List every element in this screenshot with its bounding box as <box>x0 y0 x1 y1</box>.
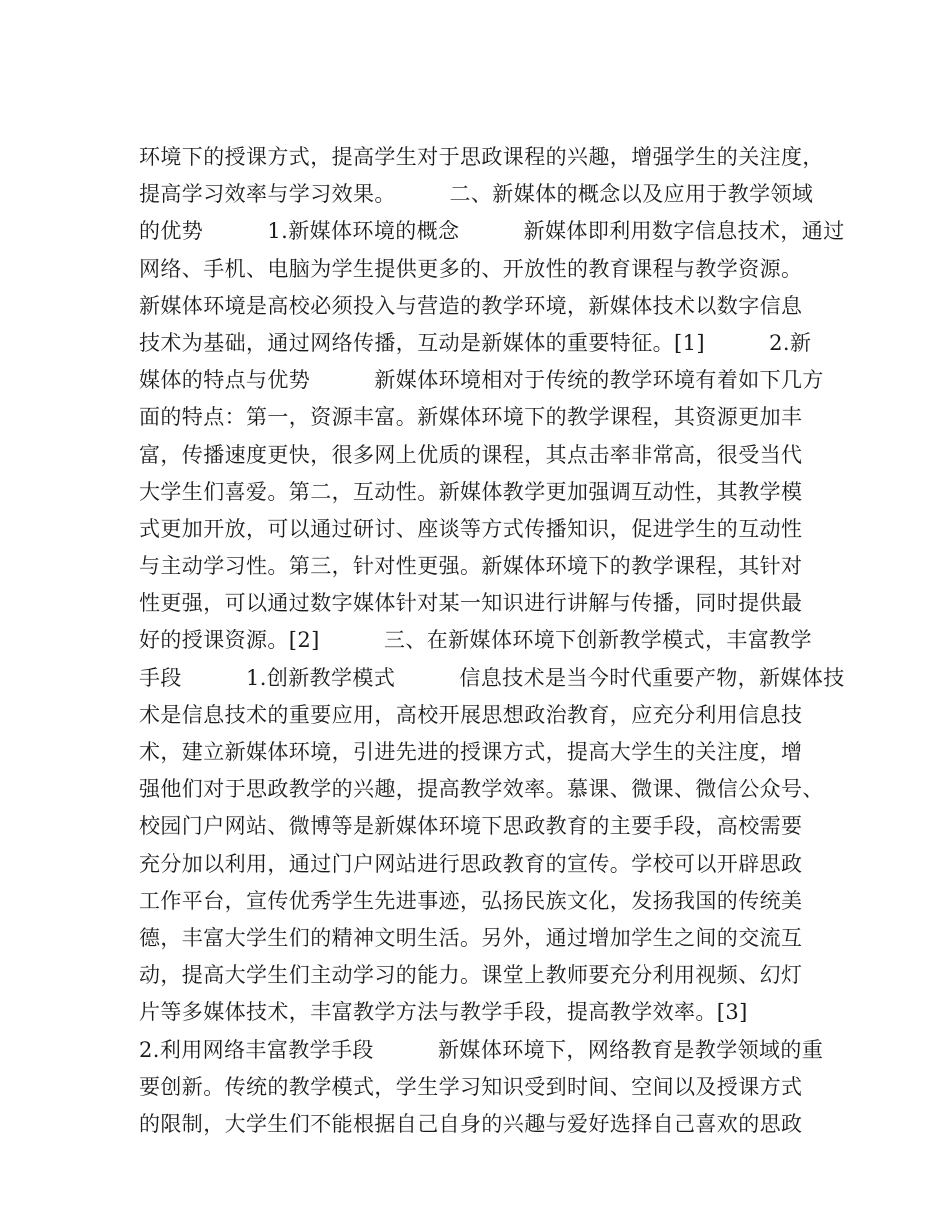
text-line-15: 手段 1.创新教学模式 信息技术是当今时代重要产物，新媒体技 <box>139 665 845 690</box>
text-line-21: 工作平台，宣传优秀学生先进事迹，弘扬民族文化，发扬我国的传统美 <box>139 888 803 913</box>
text-line-1: 环境下的授课方式，提高学生对于思政课程的兴趣，增强学生的关注度， <box>139 145 824 169</box>
text-line-23: 动，提高大学生们主动学习的能力。课堂上教师要充分利用视频、幻灯 <box>139 963 803 988</box>
text-line-11: 式更加开放，可以通过研讨、座谈等方式传播知识，促进学生的互动性 <box>139 516 803 541</box>
text-line-2: 提高学习效率与学习效果。 二、新媒体的概念以及应用于教学领域 <box>139 182 814 207</box>
text-line-19: 校园门户网站、微博等是新媒体环境下思政教育的主要手段，高校需要 <box>139 814 803 839</box>
text-line-13: 性更强，可以通过数字媒体针对某一知识进行讲解与传播，同时提供最 <box>139 591 803 616</box>
text-line-18: 强他们对于思政教学的兴趣，提高教学效率。慕课、微课、微信公众号、 <box>139 777 824 802</box>
text-line-17: 术，建立新媒体环境，引进先进的授课方式，提高大学生的关注度，增 <box>139 740 803 764</box>
text-line-7: 媒体的特点与优势 新媒体环境相对于传统的教学环境有着如下几方 <box>139 368 824 393</box>
text-line-20: 充分加以利用，通过门户网站进行思政教育的宣传。学校可以开辟思政 <box>139 851 803 876</box>
text-line-16: 术是信息技术的重要应用，高校开展思想政治教育，应充分利用信息技 <box>139 702 803 727</box>
text-line-9: 富，传播速度更快，很多网上优质的课程，其点击率非常高，很受当代 <box>139 442 803 467</box>
text-line-4: 网络、手机、电脑为学生提供更多的、开放性的教育课程与教学资源。 <box>139 256 803 281</box>
body-text <box>139 139 845 1143</box>
text-line-26: 要创新。传统的教学模式，学生学习知识受到时间、空间以及授课方式 <box>139 1074 803 1099</box>
text-line-27: 的限制，大学生们不能根据自己自身的兴趣与爱好选择自己喜欢的思政 <box>139 1111 803 1136</box>
text-line-25: 2.利用网络丰富教学手段 新媒体环境下，网络教育是教学领域的重 <box>139 1037 824 1062</box>
text-line-6: 技术为基础，通过网络传播，互动是新媒体的重要特征。[1] 2.新 <box>139 330 812 355</box>
text-line-12: 与主动学习性。第三，针对性更强。新媒体环境下的教学课程，其针对 <box>139 554 803 579</box>
text-line-24: 片等多媒体技术，丰富教学方法与教学手段，提高教学效率。[3] <box>139 1000 748 1025</box>
text-line-3: 的优势 1.新媒体环境的概念 新媒体即利用数字信息技术，通过 <box>139 219 845 244</box>
text-line-5: 新媒体环境是高校必须投入与营造的教学环境，新媒体技术以数字信息 <box>139 293 803 318</box>
text-line-22: 德，丰富大学生们的精神文明生活。另外，通过增加学生之间的交流互 <box>139 925 803 950</box>
text-line-10: 大学生们喜爱。第二，互动性。新媒体教学更加强调互动性，其教学模 <box>139 479 803 504</box>
text-line-14: 好的授课资源。[2] 三、在新媒体环境下创新教学模式，丰富教学 <box>139 628 812 653</box>
text-line-8: 面的特点：第一，资源丰富。新媒体环境下的教学课程，其资源更加丰 <box>139 405 803 430</box>
